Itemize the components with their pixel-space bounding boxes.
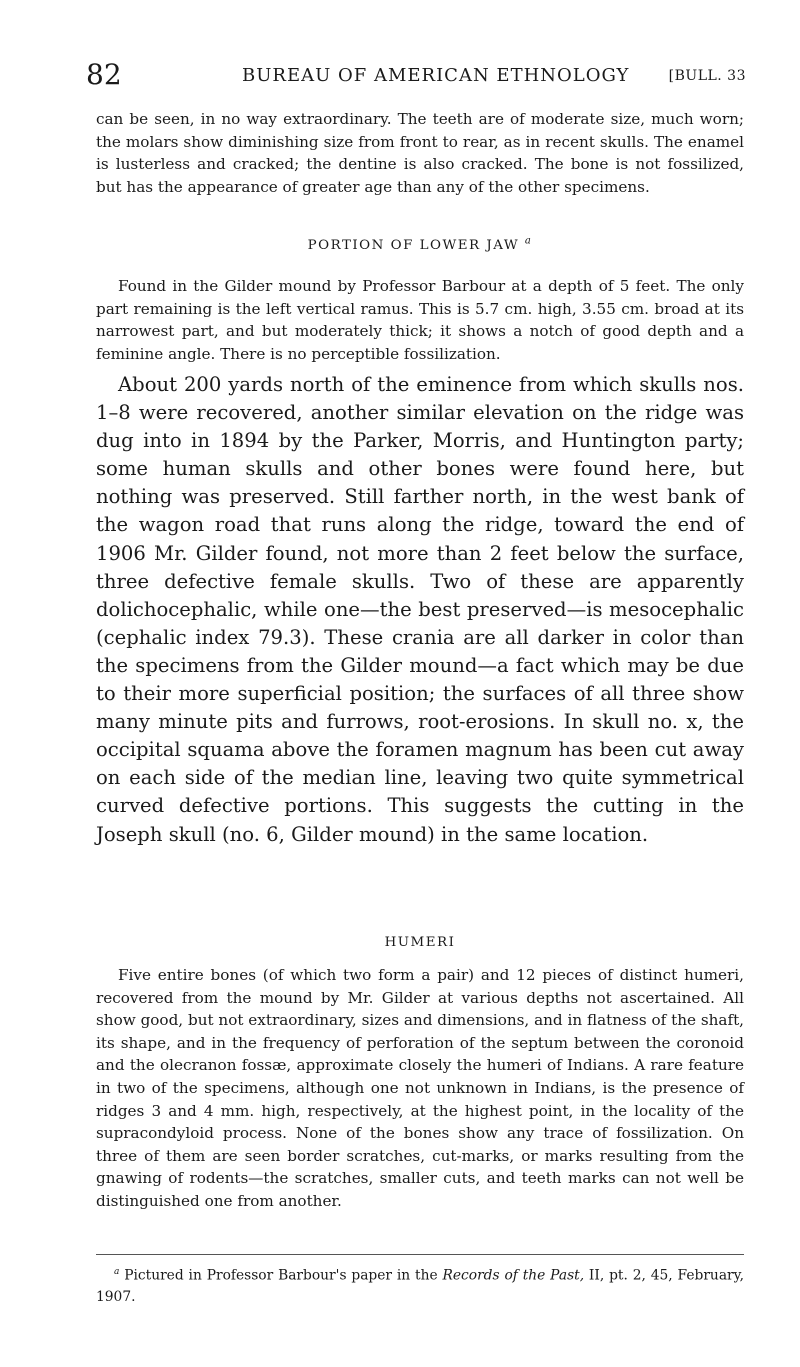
page-number: 82 xyxy=(86,58,122,91)
running-title: BUREAU OF AMERICAN ETHNOLOGY xyxy=(242,65,630,86)
footnote-text-before: Pictured in Professor Barbour's paper in the xyxy=(124,1267,443,1284)
footnote-reference-mark: a xyxy=(524,235,533,247)
paragraph-other-skulls: About 200 yards north of the eminence from which skulls nos. 1–8 were recovered, another similar elevation on the ridge was dug into in 1894 by the Parker, Morris, and Huntington party; some human skulls and other bones were found here, but nothing was preserved. Still farther north, in the west bank of the wagon road that runs along the ridge, toward the end of 1906 Mr. Gilder found, not more than 2 feet below the surface, three defective female skulls. Two of these are apparently dolichocephalic, while one—the best preserved—is mesocephalic (cephalic index 79.3). These crania are all darker in color than the specimens from the Gilder mound—a fact which may be due to their more superficial position; the surfaces of all three show many minute pits and furrows, root-erosions. In skull no. x, the occipital squama above the foramen magnum has been cut away on each side of the median line, leaving two quite symmetrical curved defective portions. This suggests the cutting in the Joseph skull (no. 6, Gilder mound) in the same location. xyxy=(96,373,744,846)
footnote-divider xyxy=(96,1254,744,1255)
bulletin-number: [BULL. 33 xyxy=(668,68,746,84)
paragraph-skull-description: can be seen, in no way extraordinary. The teeth are of moderate size, much worn; the molars show diminishing size from front to rear, as in recent skulls. The enamel is lusterless and cracked; the dentine is also cracked. The bone is not fossilized, but has the appearance of greater age than any of the other specimens. xyxy=(96,110,744,196)
footnote xyxy=(96,1262,744,1308)
paragraph-humeri: Five entire bones (of which two form a pair) and 12 pieces of distinct humeri, recovered from the mound by Mr. Gilder at various depths not ascertained. All show good, but not extraordinary, sizes and dimensions, and in flatness of the shaft, its shape, and in the frequency of perforation of the septum between the coronoid and the olecranon fossæ, approximate closely the humeri of Indians. A rare feature in two of the specimens, although one not unknown in Indians, is the presence of ridges 3 and 4 mm. high, respectively, at the highest point, in the locality of the supracondyloid process. None of the bones show any trace of fossilization. On three of them are seen border scratches, cut-marks, or marks resulting from the gnawing of rodents—the scratches, smaller cuts, and teeth marks can not well be distinguished one from another. xyxy=(96,966,744,1210)
footnote-text-after: II, pt. 2, 45, February, 1907. xyxy=(96,1267,744,1305)
heading-text: PORTION OF LOWER JAW xyxy=(307,238,520,253)
paragraph-lower-jaw: Found in the Gilder mound by Professor Barbour at a depth of 5 feet. The only part remaining is the left vertical ramus. This is 5.7 cm. high, 3.55 cm. broad at its narrowest part, and but moderately thick; it shows a notch of good depth and a feminine angle. There is no perceptible fossilization. xyxy=(96,277,744,363)
page-header xyxy=(86,58,746,98)
footnote-mark: a xyxy=(114,1267,120,1277)
footnote-journal-title: Records of the Past, xyxy=(442,1267,585,1284)
section-heading-lower-jaw xyxy=(96,236,744,256)
section-heading-humeri: HUMERI xyxy=(384,935,456,950)
